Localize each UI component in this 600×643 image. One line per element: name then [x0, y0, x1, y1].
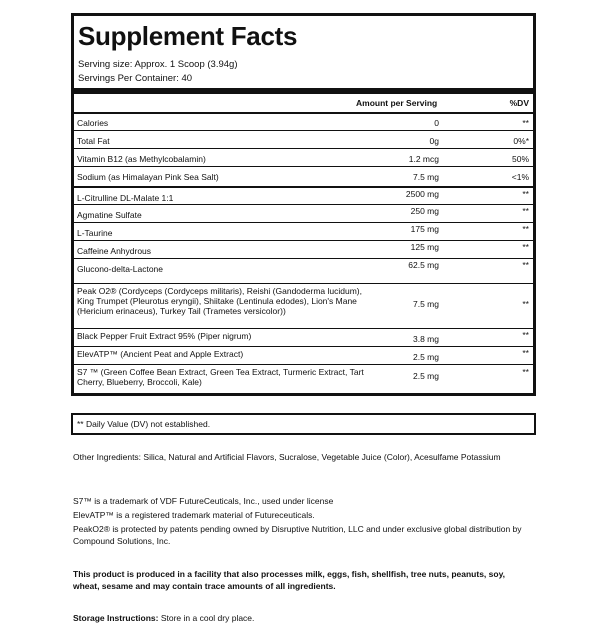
ingredient-amount: 62.5 mg	[408, 260, 439, 270]
ingredient-amount: 2.5 mg	[413, 371, 439, 381]
nutrient-row	[74, 166, 533, 184]
nutrient-name: Total Fat	[77, 136, 110, 146]
nutrient-dv: <1%	[511, 172, 529, 182]
ingredient-name: ElevATP™ (Ancient Peat and Apple Extract)	[77, 349, 244, 359]
ingredient-amount: 250 mg	[410, 206, 439, 216]
ingredient-amount: 3.8 mg	[413, 334, 439, 344]
trademark-peako2: PeakO2® is protected by patents pending owned by Disruptive Nutrition, LLC and under exclusive global distribution by Compound Solutions, Inc.	[73, 524, 522, 546]
ingredient-name: L-Citrulline DL-Malate 1:1	[77, 193, 174, 203]
ingredient-dv: **	[522, 260, 529, 270]
ingredient-dv: **	[522, 189, 529, 199]
ingredient-name: S7 ™ (Green Coffee Bean Extract, Green Tea Extract, Turmeric Extract, Tart Cherry, Blueberry, Broccoli, Kale)	[77, 367, 364, 387]
ingredient-row	[74, 186, 533, 204]
amount-header: Amount per Serving	[356, 98, 438, 108]
nutrient-dv: **	[522, 118, 529, 128]
serving-size: Serving size: Approx. 1 Scoop (3.94g)	[78, 59, 238, 70]
ingredient-dv: **	[522, 224, 529, 234]
nutrient-row	[74, 130, 533, 148]
servings-per-container: Servings Per Container: 40	[78, 73, 193, 84]
nutrient-amount: 1.2 mcg	[408, 154, 439, 164]
ingredient-dv: **	[522, 367, 529, 377]
ingredient-row	[74, 222, 533, 240]
ingredient-row	[74, 283, 533, 328]
nutrient-name: Calories	[77, 118, 109, 128]
nutrient-row	[74, 148, 533, 166]
ingredient-amount: 2.5 mg	[413, 352, 439, 362]
ingredient-dv: **	[522, 299, 529, 309]
ingredient-row	[74, 346, 533, 364]
supplement-facts-panel	[71, 13, 536, 396]
ingredient-name: Black Pepper Fruit Extract 95% (Piper nigrum)	[77, 331, 252, 341]
storage-text: Store in a cool dry place.	[158, 613, 255, 623]
panel-title: Supplement Facts	[78, 21, 298, 51]
ingredient-name: Glucono-delta-Lactone	[77, 264, 164, 274]
nutrient-amount: 0	[434, 118, 439, 128]
nutrient-name: Vitamin B12 (as Methylcobalamin)	[77, 154, 206, 164]
ingredient-dv: **	[522, 242, 529, 252]
trademark-s7: S7™ is a trademark of VDF FutureCeuticals, Inc., used under license	[73, 496, 334, 506]
ingredient-row	[74, 204, 533, 222]
nutrient-name: Sodium (as Himalayan Pink Sea Salt)	[77, 172, 219, 182]
nutrient-dv: 50%	[511, 154, 529, 164]
storage-instructions	[73, 613, 533, 625]
ingredient-dv: **	[522, 348, 529, 358]
other-ingredients: Other Ingredients: Silica, Natural and Artificial Flavors, Sucralose, Vegetable Juice (Color), Acesulfame Potassium	[73, 452, 501, 462]
nutrient-dv: 0%*	[513, 136, 529, 146]
nutrient-amount: 7.5 mg	[413, 172, 439, 182]
ingredient-name: Peak O2® (Cordyceps (Cordyceps militaris), Reishi (Gandoderma lucidum), King Trumpet (Pleurotus eryngii), Shiitake (Lentinula edodes), Lion's Mane (Hericium erinaceus), Turkey Tail (Trametes versicolor))	[77, 286, 362, 316]
ingredient-row	[74, 328, 533, 346]
trademark-elevatp: ElevATP™ is a registered trademark material of Futureceuticals.	[73, 510, 315, 520]
nutrient-row	[74, 112, 533, 130]
storage-label: Storage Instructions:	[73, 613, 159, 623]
thick-divider	[74, 88, 533, 94]
ingredient-amount: 2500 mg	[405, 189, 439, 199]
nutrient-amount: 0g	[429, 136, 439, 146]
dv-note-box: ** Daily Value (DV) not established.	[71, 413, 536, 435]
ingredient-row	[74, 258, 533, 283]
ingredient-amount: 7.5 mg	[413, 299, 439, 309]
ingredient-name: Agmatine Sulfate	[77, 210, 142, 220]
ingredient-name: Caffeine Anhydrous	[77, 246, 152, 256]
ingredient-amount: 125 mg	[410, 242, 439, 252]
ingredient-name: L-Taurine	[77, 228, 113, 238]
dv-header: %DV	[509, 98, 529, 108]
ingredient-row	[74, 364, 533, 393]
ingredient-row	[74, 240, 533, 258]
allergen-notice: This product is produced in a facility that also processes milk, eggs, fish, shellfish, tree nuts, peanuts, soy, wheat, sesame and may contain trace amounts of all ingredients.	[73, 569, 506, 591]
ingredient-amount: 175 mg	[410, 224, 439, 234]
ingredient-dv: **	[522, 206, 529, 216]
ingredient-dv: **	[522, 330, 529, 340]
